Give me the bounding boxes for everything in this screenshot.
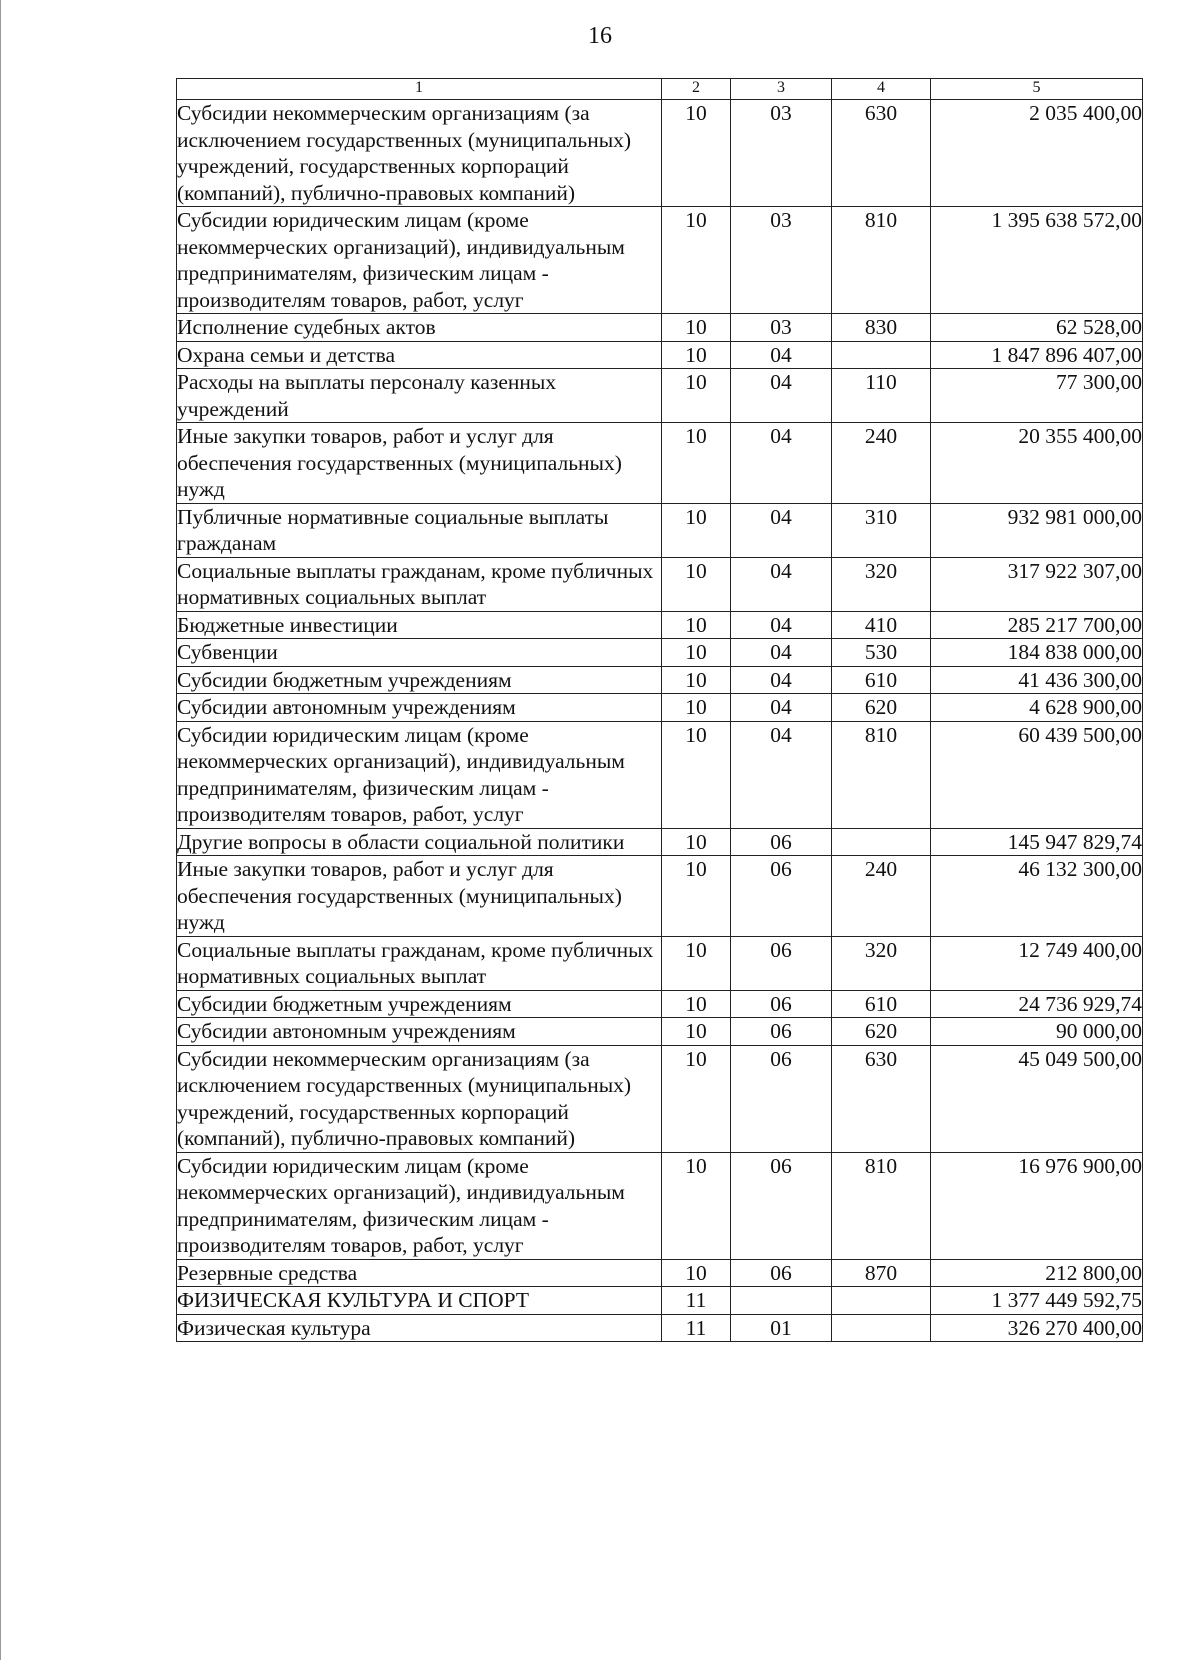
column-header-4: 4	[832, 79, 931, 100]
table-row	[177, 856, 1143, 937]
row-subsection-code-cell: 04	[731, 423, 832, 504]
table-row	[177, 694, 1143, 722]
table-row	[177, 666, 1143, 694]
row-expense-type-cell: 610	[832, 666, 931, 694]
row-section-code-cell: 10	[662, 1152, 731, 1259]
table-row	[177, 1314, 1143, 1342]
row-expense-type-cell: 810	[832, 207, 931, 314]
row-section-code-cell: 10	[662, 936, 731, 990]
row-expense-type-cell: 310	[832, 503, 931, 557]
row-amount-cell: 1 395 638 572,00	[931, 207, 1143, 314]
row-name-cell: Охрана семьи и детства	[177, 341, 662, 369]
row-amount-cell: 212 800,00	[931, 1259, 1143, 1287]
row-subsection-code-cell: 03	[731, 207, 832, 314]
row-expense-type-cell	[832, 341, 931, 369]
table-row	[177, 423, 1143, 504]
row-section-code-cell: 11	[662, 1287, 731, 1315]
row-name-cell: Расходы на выплаты персоналу казенных учреждений	[177, 369, 662, 423]
row-amount-cell: 46 132 300,00	[931, 856, 1143, 937]
row-name-cell: Бюджетные инвестиции	[177, 611, 662, 639]
row-name-cell: Субсидии автономным учреждениям	[177, 1018, 662, 1046]
row-amount-cell: 1 377 449 592,75	[931, 1287, 1143, 1315]
row-subsection-code-cell: 04	[731, 721, 832, 828]
table-row	[177, 639, 1143, 667]
row-subsection-code-cell: 01	[731, 1314, 832, 1342]
row-subsection-code-cell: 04	[731, 341, 832, 369]
row-section-code-cell: 10	[662, 828, 731, 856]
row-name-cell: ФИЗИЧЕСКАЯ КУЛЬТУРА И СПОРТ	[177, 1287, 662, 1315]
budget-table	[176, 78, 1143, 1342]
row-amount-cell: 932 981 000,00	[931, 503, 1143, 557]
row-name-cell: Субсидии бюджетным учреждениям	[177, 990, 662, 1018]
row-expense-type-cell: 240	[832, 423, 931, 504]
row-section-code-cell: 10	[662, 856, 731, 937]
row-subsection-code-cell: 04	[731, 503, 832, 557]
row-amount-cell: 317 922 307,00	[931, 557, 1143, 611]
table-row	[177, 557, 1143, 611]
table-row	[177, 341, 1143, 369]
row-subsection-code-cell: 06	[731, 936, 832, 990]
table-row	[177, 1152, 1143, 1259]
row-subsection-code-cell: 04	[731, 611, 832, 639]
row-expense-type-cell	[832, 828, 931, 856]
row-amount-cell: 20 355 400,00	[931, 423, 1143, 504]
row-name-cell: Субвенции	[177, 639, 662, 667]
row-section-code-cell: 10	[662, 1045, 731, 1152]
row-amount-cell: 285 217 700,00	[931, 611, 1143, 639]
row-subsection-code-cell: 06	[731, 1045, 832, 1152]
row-expense-type-cell: 620	[832, 694, 931, 722]
row-subsection-code-cell: 06	[731, 856, 832, 937]
row-subsection-code-cell	[731, 1287, 832, 1315]
column-header-5: 5	[931, 79, 1143, 100]
row-section-code-cell: 10	[662, 694, 731, 722]
table-row	[177, 207, 1143, 314]
row-section-code-cell: 10	[662, 1018, 731, 1046]
row-section-code-cell: 10	[662, 1259, 731, 1287]
row-amount-cell: 41 436 300,00	[931, 666, 1143, 694]
page-edge	[0, 0, 1, 1660]
page-number: 16	[588, 23, 612, 49]
row-subsection-code-cell: 06	[731, 990, 832, 1018]
row-amount-cell: 45 049 500,00	[931, 1045, 1143, 1152]
row-section-code-cell: 10	[662, 611, 731, 639]
row-amount-cell: 16 976 900,00	[931, 1152, 1143, 1259]
row-expense-type-cell: 610	[832, 990, 931, 1018]
row-section-code-cell: 10	[662, 557, 731, 611]
row-amount-cell: 90 000,00	[931, 1018, 1143, 1046]
row-section-code-cell: 10	[662, 207, 731, 314]
table-row	[177, 314, 1143, 342]
row-subsection-code-cell: 03	[731, 314, 832, 342]
table-row	[177, 828, 1143, 856]
row-name-cell: Публичные нормативные социальные выплаты гражданам	[177, 503, 662, 557]
row-name-cell: Иные закупки товаров, работ и услуг для обеспечения государственных (муниципальных) нужд	[177, 423, 662, 504]
row-amount-cell: 77 300,00	[931, 369, 1143, 423]
row-expense-type-cell: 110	[832, 369, 931, 423]
row-expense-type-cell: 810	[832, 721, 931, 828]
row-name-cell: Субсидии автономным учреждениям	[177, 694, 662, 722]
row-amount-cell: 2 035 400,00	[931, 100, 1143, 207]
row-expense-type-cell: 320	[832, 936, 931, 990]
table-row	[177, 1259, 1143, 1287]
row-name-cell: Социальные выплаты гражданам, кроме публичных нормативных социальных выплат	[177, 936, 662, 990]
row-name-cell: Физическая культура	[177, 1314, 662, 1342]
row-expense-type-cell: 830	[832, 314, 931, 342]
row-expense-type-cell: 630	[832, 1045, 931, 1152]
column-header-2: 2	[662, 79, 731, 100]
row-section-code-cell: 10	[662, 990, 731, 1018]
row-section-code-cell: 11	[662, 1314, 731, 1342]
row-amount-cell: 12 749 400,00	[931, 936, 1143, 990]
table-row	[177, 1045, 1143, 1152]
row-section-code-cell: 10	[662, 666, 731, 694]
row-section-code-cell: 10	[662, 503, 731, 557]
row-subsection-code-cell: 04	[731, 639, 832, 667]
row-subsection-code-cell: 06	[731, 1152, 832, 1259]
row-expense-type-cell	[832, 1287, 931, 1315]
row-name-cell: Иные закупки товаров, работ и услуг для обеспечения государственных (муниципальных) нужд	[177, 856, 662, 937]
row-name-cell: Субсидии бюджетным учреждениям	[177, 666, 662, 694]
row-subsection-code-cell: 03	[731, 100, 832, 207]
row-section-code-cell: 10	[662, 369, 731, 423]
row-subsection-code-cell: 04	[731, 557, 832, 611]
row-name-cell: Субсидии юридическим лицам (кроме некоммерческих организаций), индивидуальным предпринимателям, физическим лицам - производителям товаров, работ, услуг	[177, 207, 662, 314]
row-name-cell: Субсидии юридическим лицам (кроме некоммерческих организаций), индивидуальным предпринимателям, физическим лицам - производителям товаров, работ, услуг	[177, 721, 662, 828]
row-subsection-code-cell: 06	[731, 1259, 832, 1287]
row-name-cell: Субсидии некоммерческим организациям (за исключением государственных (муниципальных) учреждений, государственных корпораций (компаний), публично-правовых компаний)	[177, 1045, 662, 1152]
column-header-3: 3	[731, 79, 832, 100]
row-amount-cell: 184 838 000,00	[931, 639, 1143, 667]
table-row	[177, 100, 1143, 207]
row-expense-type-cell: 320	[832, 557, 931, 611]
row-amount-cell: 62 528,00	[931, 314, 1143, 342]
row-expense-type-cell: 410	[832, 611, 931, 639]
table-row	[177, 936, 1143, 990]
header-row	[177, 79, 1143, 100]
table-row	[177, 1287, 1143, 1315]
row-name-cell: Субсидии некоммерческим организациям (за исключением государственных (муниципальных) учреждений, государственных корпораций (компаний), публично-правовых компаний)	[177, 100, 662, 207]
table-row	[177, 503, 1143, 557]
row-name-cell: Резервные средства	[177, 1259, 662, 1287]
row-section-code-cell: 10	[662, 423, 731, 504]
row-amount-cell: 1 847 896 407,00	[931, 341, 1143, 369]
row-section-code-cell: 10	[662, 721, 731, 828]
row-expense-type-cell	[832, 1314, 931, 1342]
table-row	[177, 1018, 1143, 1046]
row-subsection-code-cell: 06	[731, 828, 832, 856]
row-name-cell: Исполнение судебных актов	[177, 314, 662, 342]
row-name-cell: Другие вопросы в области социальной политики	[177, 828, 662, 856]
row-section-code-cell: 10	[662, 341, 731, 369]
row-expense-type-cell: 810	[832, 1152, 931, 1259]
row-section-code-cell: 10	[662, 100, 731, 207]
table-row	[177, 369, 1143, 423]
row-section-code-cell: 10	[662, 639, 731, 667]
column-header-1: 1	[177, 79, 662, 100]
row-amount-cell: 4 628 900,00	[931, 694, 1143, 722]
row-name-cell: Субсидии юридическим лицам (кроме некоммерческих организаций), индивидуальным предпринимателям, физическим лицам - производителям товаров, работ, услуг	[177, 1152, 662, 1259]
table-body	[177, 100, 1143, 1342]
row-expense-type-cell: 240	[832, 856, 931, 937]
row-section-code-cell: 10	[662, 314, 731, 342]
table-row	[177, 611, 1143, 639]
row-subsection-code-cell: 04	[731, 694, 832, 722]
row-amount-cell: 326 270 400,00	[931, 1314, 1143, 1342]
table-row	[177, 990, 1143, 1018]
row-amount-cell: 145 947 829,74	[931, 828, 1143, 856]
table-row	[177, 721, 1143, 828]
row-amount-cell: 60 439 500,00	[931, 721, 1143, 828]
row-subsection-code-cell: 04	[731, 666, 832, 694]
row-subsection-code-cell: 04	[731, 369, 832, 423]
row-amount-cell: 24 736 929,74	[931, 990, 1143, 1018]
row-expense-type-cell: 870	[832, 1259, 931, 1287]
row-expense-type-cell: 630	[832, 100, 931, 207]
row-expense-type-cell: 530	[832, 639, 931, 667]
row-subsection-code-cell: 06	[731, 1018, 832, 1046]
row-expense-type-cell: 620	[832, 1018, 931, 1046]
row-name-cell: Социальные выплаты гражданам, кроме публичных нормативных социальных выплат	[177, 557, 662, 611]
